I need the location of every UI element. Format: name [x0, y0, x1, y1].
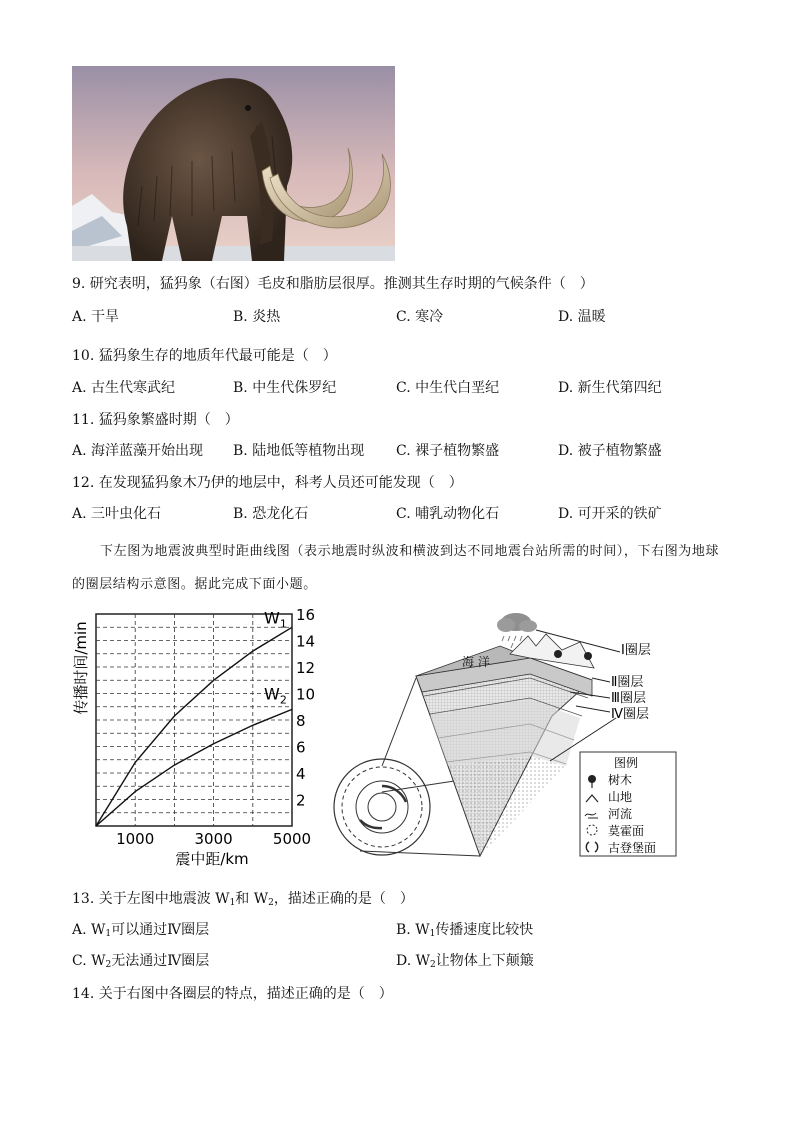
legend-item-gutenberg: 古登堡面: [608, 841, 657, 855]
y-tick-label: 8: [296, 712, 306, 730]
q13-stem-suffix: ，描述正确的是（ ）: [273, 891, 414, 907]
x-tick-label: 5000: [272, 830, 312, 848]
series-line-w2: [96, 709, 292, 826]
tree-marker: [554, 650, 562, 658]
layer-label-2: Ⅱ圈层: [611, 675, 644, 690]
x-axis-label: 震中距/km: [175, 850, 249, 868]
q13-a-pre: A. W: [72, 922, 106, 938]
q13-c-pre: C. W: [72, 953, 106, 969]
y-tick-label: 14: [296, 632, 316, 651]
y-axis-label: 传播时间/min: [72, 621, 90, 715]
q12-option-d[interactable]: D. 可开采的铁矿: [558, 506, 662, 522]
q11-option-c[interactable]: C. 裸子植物繁盛: [396, 443, 500, 459]
earth-layers-diagram: [330, 606, 702, 862]
q10-option-b[interactable]: B. 中生代侏罗纪: [233, 380, 337, 396]
q11-option-a[interactable]: A. 海洋蓝藻开始出现: [72, 443, 204, 459]
q11-option-b[interactable]: B. 陆地低等植物出现: [233, 443, 365, 459]
series-line-w1: [96, 627, 292, 826]
q13-b-pre: B. W: [396, 922, 430, 938]
chart-ticks: [116, 606, 315, 848]
legend: [580, 752, 676, 856]
q12-option-c[interactable]: C. 哺乳动物化石: [396, 506, 500, 522]
q13-b-post: 传播速度比较快: [435, 922, 534, 938]
q12-option-a[interactable]: A. 三叶虫化石: [72, 506, 162, 522]
q13-sub-2: 2: [268, 898, 274, 908]
series-label-w1: $W_1$: [264, 608, 287, 631]
q13-option-c[interactable]: [72, 952, 209, 970]
legend-item-moho: 莫霍面: [608, 824, 645, 838]
q10-option-a[interactable]: A. 古生代寒武纪: [72, 380, 176, 396]
q13-d-pre: D. W: [396, 953, 431, 969]
question-13-stem: [72, 890, 414, 908]
q13-a-sub: 1: [105, 929, 112, 939]
q13-option-b[interactable]: [396, 921, 533, 939]
q9-option-c[interactable]: C. 寒冷: [396, 309, 444, 325]
q9-option-b[interactable]: B. 炎热: [233, 309, 281, 325]
question-11-stem: 11. 猛犸象繁盛时期（ ）: [72, 412, 239, 428]
legend-title: 图例: [614, 756, 639, 770]
y-tick-label: 6: [296, 738, 306, 757]
x-tick-label: 3000: [194, 830, 233, 848]
q13-d-post: 让物体上下颠簸: [435, 953, 534, 969]
q11-option-d[interactable]: D. 被子植物繁盛: [558, 443, 662, 459]
q13-stem-prefix: 13. 关于左图中地震波 W: [72, 891, 230, 907]
y-tick-label: 12: [296, 659, 316, 677]
q10-option-d[interactable]: D. 新生代第四纪: [558, 380, 662, 396]
q13-a-post: 可以通过Ⅳ圈层: [111, 922, 210, 938]
question-14-stem: 14. 关于右图中各圈层的特点，描述正确的是（ ）: [72, 986, 393, 1002]
seismic-chart: [72, 600, 322, 870]
intro-paragraph: 下左图为地震波典型时距曲线图（表示地震时纵波和横波到达不同地震台站所需的时间），下右图为地球的圈层结构示意图。据此完成下面小题。: [72, 544, 720, 592]
q13-c-sub: 2: [105, 960, 112, 970]
legend-item-mountain: 山地: [608, 790, 633, 804]
q13-option-d[interactable]: [396, 952, 534, 970]
question-12-stem: 12. 在发现猛犸象木乃伊的地层中，科考人员还可能发现（ ）: [72, 475, 463, 491]
tree-marker: [584, 652, 592, 660]
question-9-stem: 9. 研究表明，猛犸象（右图）毛皮和脂肪层很厚。推测其生存时期的气候条件（ ）: [72, 276, 594, 292]
y-tick-label: 16: [296, 606, 316, 624]
layer-label-1: Ⅰ圈层: [621, 643, 651, 658]
globe-cross-section: [334, 759, 430, 855]
layer-label-3: Ⅲ圈层: [611, 691, 646, 706]
q13-d-sub: 2: [430, 960, 436, 970]
y-tick-label: 10: [296, 685, 316, 704]
legend-item-tree: 树木: [608, 773, 633, 787]
series-label-w2: $W_2$: [264, 684, 287, 707]
q12-option-b[interactable]: B. 恐龙化石: [233, 506, 309, 522]
q13-option-a[interactable]: [72, 921, 209, 939]
q13-stem-mid: 和 W: [235, 891, 269, 907]
q9-option-a[interactable]: A. 干旱: [72, 309, 120, 325]
q13-c-post: 无法通过Ⅳ圈层: [111, 953, 210, 969]
q13-b-sub: 1: [429, 929, 436, 939]
q13-sub-1: 1: [229, 898, 236, 908]
y-tick-label: 4: [296, 765, 306, 783]
q9-option-d[interactable]: D. 温暖: [558, 309, 606, 325]
q10-option-c[interactable]: C. 中生代白垩纪: [396, 380, 500, 396]
chart-lines: [96, 608, 292, 826]
x-tick-label: 1000: [116, 830, 155, 848]
y-tick-label: 2: [296, 791, 306, 810]
question-10-stem: 10. 猛犸象生存的地质年代最可能是（ ）: [72, 348, 337, 364]
legend-item-river: 河流: [608, 807, 633, 821]
mammoth-photo: [72, 66, 395, 261]
ocean-label: 海 洋: [462, 655, 490, 669]
layer-label-4: Ⅳ圈层: [611, 707, 649, 722]
